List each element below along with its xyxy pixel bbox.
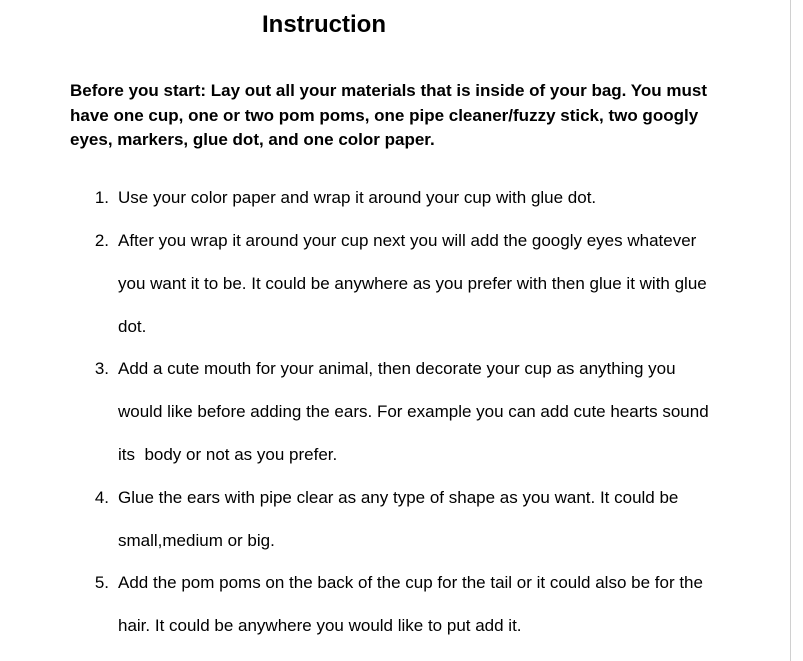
step-number: 2. bbox=[94, 230, 109, 250]
document-title: Instruction bbox=[262, 11, 386, 38]
list-item bbox=[70, 176, 710, 219]
page-edge-divider bbox=[790, 0, 791, 661]
step-text: Glue the ears with pipe clear as any type of shape as you want. It could be small,medium or big. bbox=[118, 487, 684, 550]
step-text: Use your color paper and wrap it around your cup with glue dot. bbox=[118, 188, 597, 207]
instruction-steps-list bbox=[70, 176, 714, 647]
step-number: 1. bbox=[94, 188, 109, 207]
step-number: 3. bbox=[94, 359, 109, 378]
step-number: 5. bbox=[94, 573, 109, 592]
list-item bbox=[70, 219, 710, 348]
list-item bbox=[70, 561, 710, 647]
step-text: Add the pom poms on the back of the cup for the tail or it could also be for the hair. It could be anywhere you would like to put add it. bbox=[118, 573, 708, 635]
intro-paragraph: Before you start: Lay out all your materials that is inside of your bag. You must have one cup, one or two pom poms, one pipe cleaner/fuzzy stick, two googly eyes, markers, glue dot, and one color paper. bbox=[70, 81, 707, 149]
list-item bbox=[70, 347, 714, 476]
step-number: 4. bbox=[94, 487, 109, 507]
list-item bbox=[70, 476, 710, 562]
step-text: Add a cute mouth for your animal, then decorate your cup as anything you would like before adding the ears. For example you can add cute hearts sound its body or not as you prefer. bbox=[118, 359, 714, 464]
step-text: After you wrap it around your cup next you will add the googly eyes whatever you want it to be. It could be anywhere as you prefer with then glue it with glue dot. bbox=[118, 230, 712, 336]
